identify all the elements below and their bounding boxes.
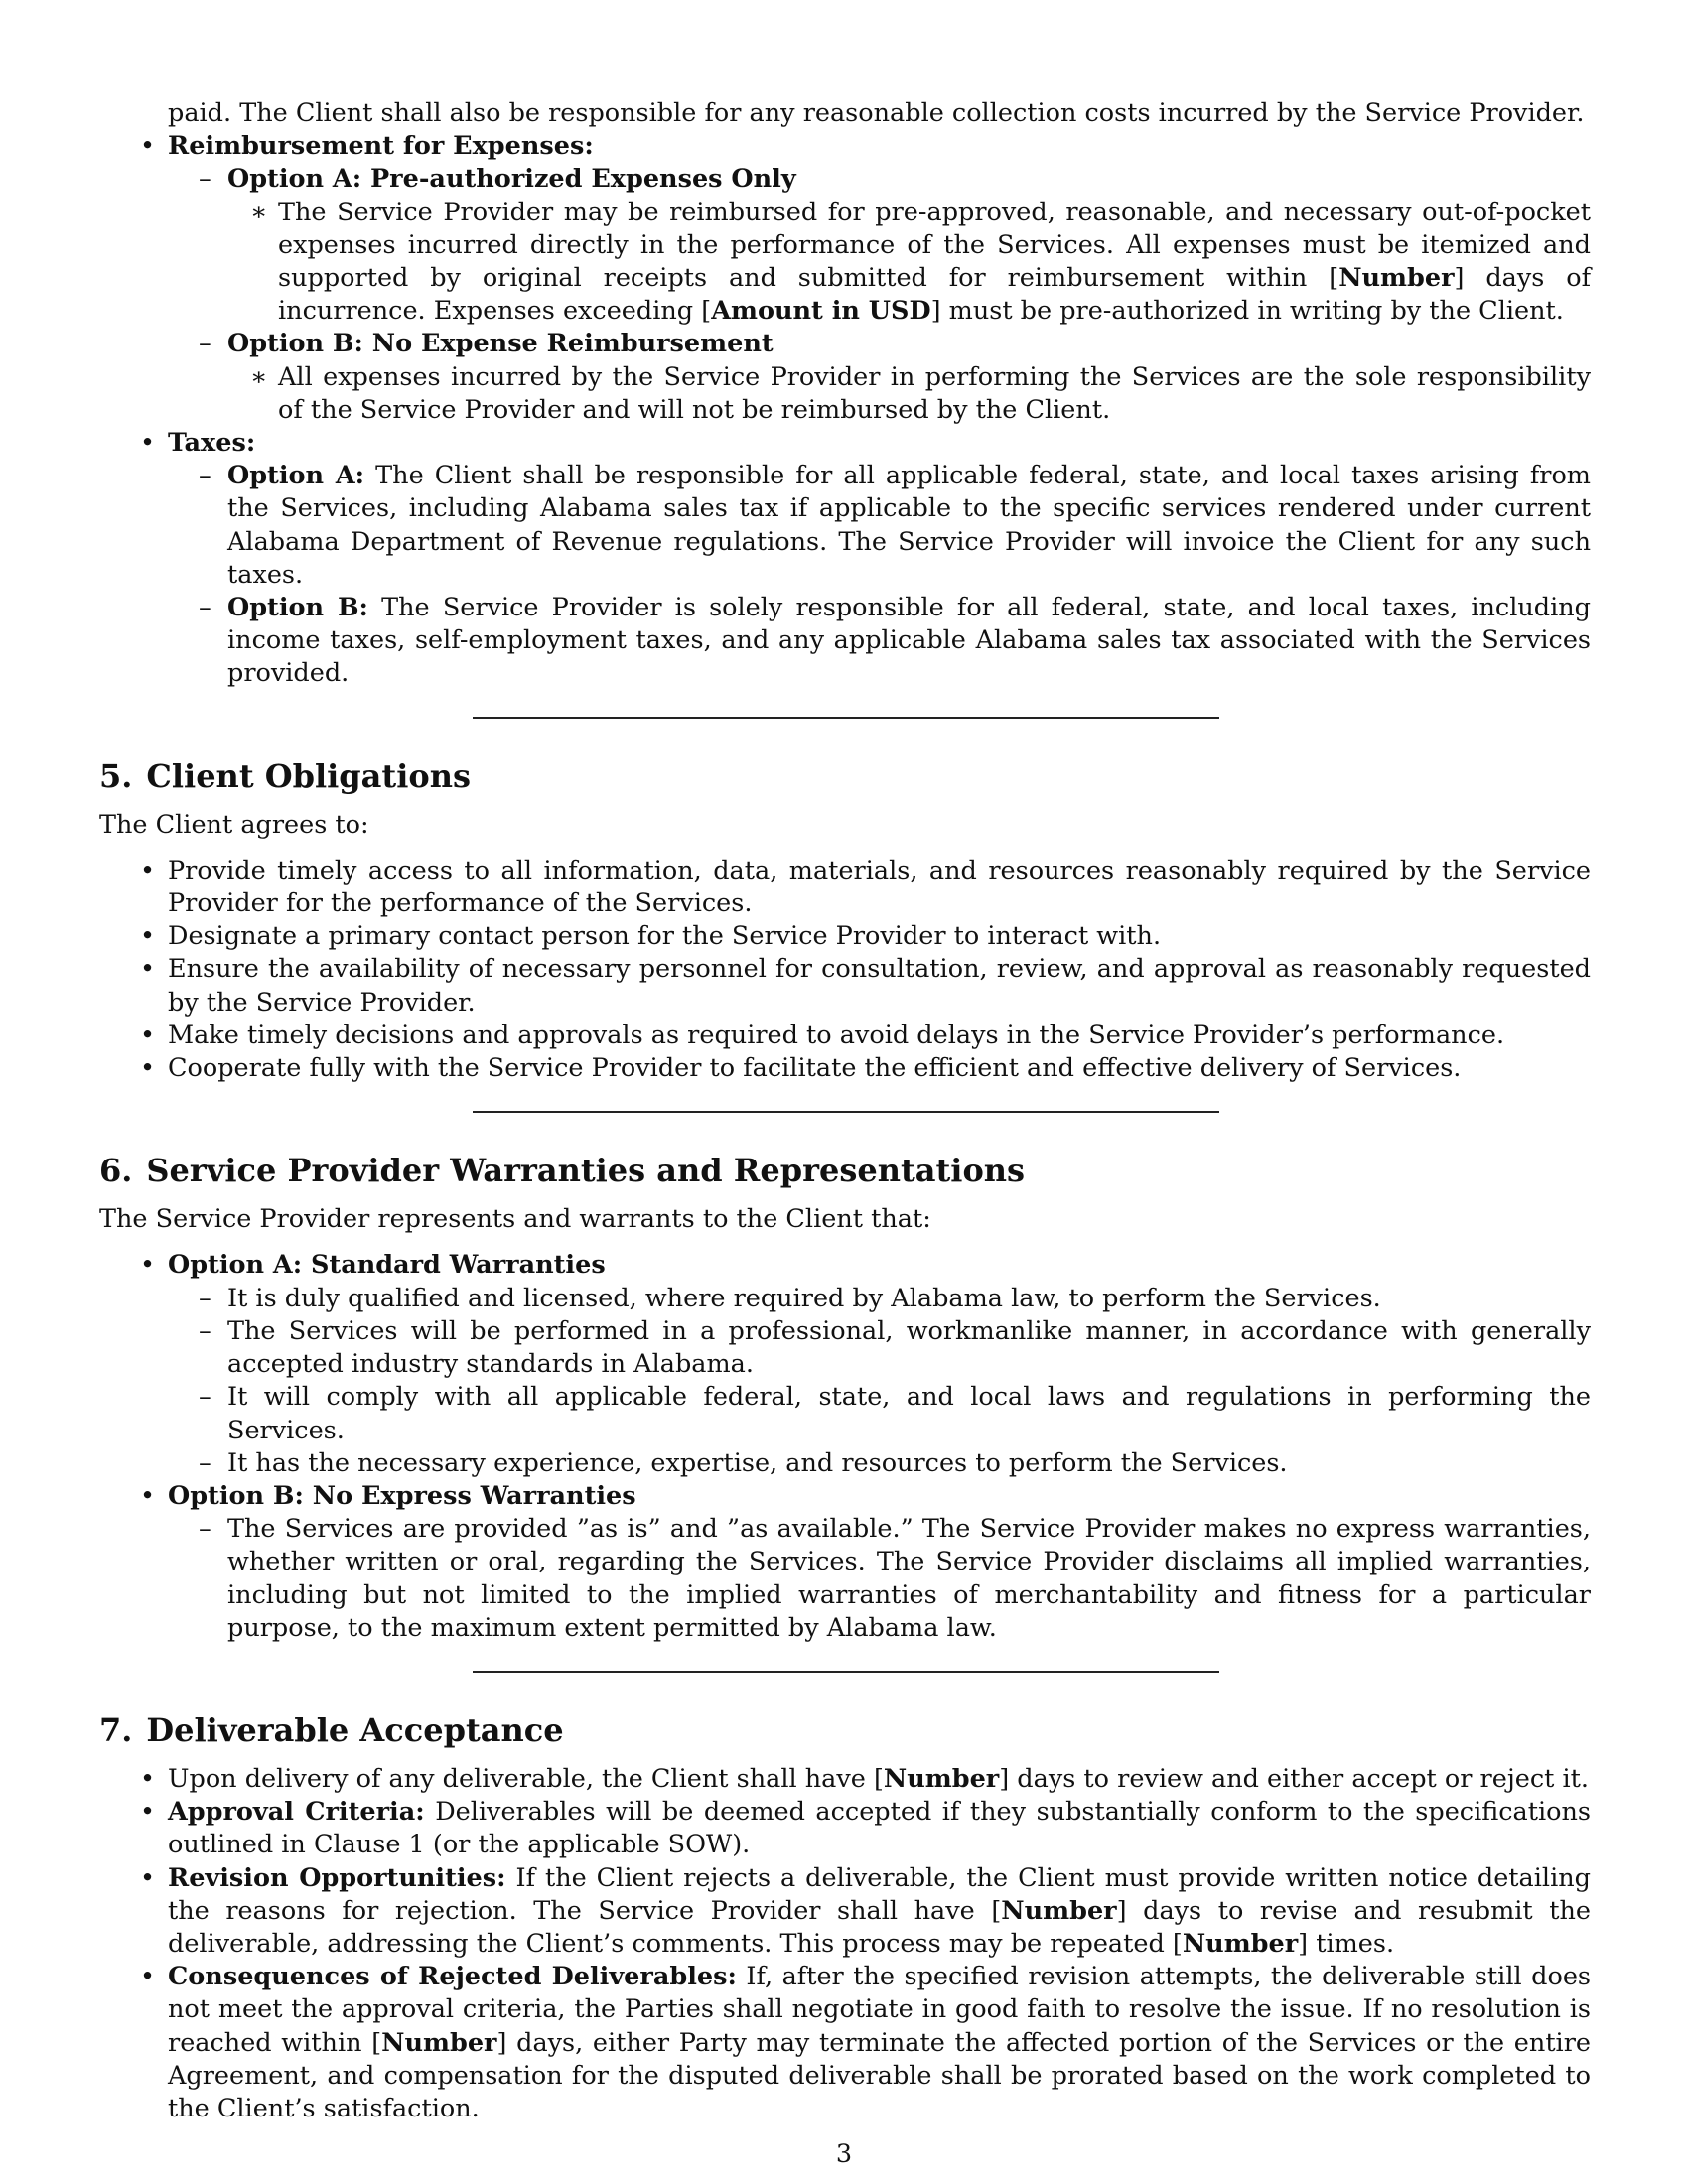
warranty-option-b-title: Option B: No Express Warranties bbox=[168, 1480, 636, 1511]
clause-text: If, after the specified revision attempts, the deliverable still does not meet the approval criteria, the Parties shall negotiate in good faith to resolve the issue. If no resolution is reached within [ bbox=[168, 1962, 1591, 2058]
number-placeholder: Number bbox=[1338, 263, 1455, 294]
section-number: 6. bbox=[99, 1152, 133, 1190]
list-item: – It will comply with all applicable federal, state, and local laws and regulations in performing the Services. bbox=[227, 1381, 1591, 1446]
section-5-list bbox=[99, 855, 1591, 1085]
list-item: ∗ All expenses incurred by the Service Provider in performing the Services are the sole responsibility of the Service Provider and will not be reimbursed by the Client. bbox=[278, 361, 1591, 427]
warranty-option-b bbox=[168, 1480, 1591, 1645]
clause-text: The Service Provider is solely responsible for all federal, state, and local taxes, including income taxes, self-employment taxes, and any applicable Alabama sales tax associated with the Services provided. bbox=[227, 593, 1592, 689]
clause-text: ] days to revise and resubmit the deliverable, addressing the Client’s comments. This process may be repeated [ bbox=[168, 1895, 1591, 1959]
taxes-option-b bbox=[227, 592, 1591, 691]
section-divider bbox=[473, 717, 1219, 719]
clause-text: The Service Provider may be reimbursed for pre-approved, reasonable, and necessary out-of-pocket expenses incurred directly in the performance of the Services. All expenses must be itemized and supported by original receipts and submitted for reimbursement within [ bbox=[278, 197, 1591, 294]
clause-text: ] days to review and either accept or reject it. bbox=[999, 1763, 1589, 1794]
section-6-intro: The Service Provider represents and warrants to the Client that: bbox=[99, 1204, 931, 1235]
list-item bbox=[168, 1763, 1591, 1796]
section-5-heading bbox=[99, 756, 1591, 796]
list-item: • Designate a primary contact person for the Service Provider to interact with. bbox=[168, 920, 1591, 953]
section-7-heading bbox=[99, 1710, 1591, 1750]
item-label: Approval Criteria: bbox=[168, 1797, 425, 1828]
list-item: – It has the necessary experience, expertise, and resources to perform the Services. bbox=[227, 1447, 1591, 1480]
clause-text: ] must be pre-authorized in writing by the Client. bbox=[930, 296, 1564, 327]
item-label: Consequences of Rejected Deliverables: bbox=[168, 1962, 737, 1992]
reimbursement-option-b-list bbox=[227, 361, 1591, 427]
warranty-option-a bbox=[168, 1249, 1591, 1479]
list-item: – The Services are provided ”as is” and ”as available.” The Service Provider makes no express warranties, whether written or oral, regarding the Services. The Service Provider disclaims all implied warranties, including but not limited to the implied warranties of merchantability and fitness for a particular purpose, to the maximum extent permitted by Alabama law. bbox=[227, 1513, 1591, 1645]
section-title: Client Obligations bbox=[146, 756, 471, 795]
clause-text: ] days of incurrence. Expenses exceeding [ bbox=[278, 263, 1592, 327]
warranty-option-b-list bbox=[168, 1513, 1591, 1645]
number-placeholder: Number bbox=[381, 2027, 497, 2058]
reimbursement-option-a-list bbox=[227, 197, 1591, 329]
list-item bbox=[168, 1796, 1591, 1861]
section-6-list bbox=[99, 1249, 1591, 1644]
section-5-intro: The Client agrees to: bbox=[99, 809, 369, 840]
list-item bbox=[168, 1961, 1591, 2125]
reimbursement-option-b bbox=[227, 328, 1591, 427]
number-placeholder: Number bbox=[1182, 1928, 1299, 1959]
taxes-options bbox=[168, 460, 1591, 690]
number-placeholder: Number bbox=[883, 1763, 1000, 1794]
reimbursement-options bbox=[168, 163, 1591, 427]
continued-paragraph: paid. The Client shall also be responsible for any reasonable collection costs incurred by the Service Provider. bbox=[168, 98, 1585, 128]
reimbursement-heading: Reimbursement for Expenses: bbox=[168, 131, 594, 162]
option-label: Option B: bbox=[227, 593, 368, 623]
clause-text: Upon delivery of any deliverable, the Client shall have [ bbox=[168, 1763, 884, 1794]
taxes-option-a bbox=[227, 460, 1591, 592]
item-label: Revision Opportunities: bbox=[168, 1862, 506, 1893]
list-item: – The Services will be performed in a professional, workmanlike manner, in accordance with generally accepted industry standards in Alabama. bbox=[227, 1315, 1591, 1381]
option-label: Option A: bbox=[227, 461, 365, 491]
page-number: 3 bbox=[835, 2139, 853, 2169]
taxes-heading: Taxes: bbox=[168, 428, 256, 459]
clause-text: If the Client rejects a deliverable, the Client must provide written notice detailing the reasons for rejection. The Service Provider shall have [ bbox=[168, 1862, 1591, 1926]
clause-text: ] times. bbox=[1298, 1928, 1395, 1959]
list-item bbox=[278, 197, 1591, 329]
section-number: 5. bbox=[99, 756, 133, 795]
section-7-list bbox=[99, 1763, 1591, 2125]
number-placeholder: Number bbox=[1001, 1895, 1117, 1926]
list-item: • Make timely decisions and approvals as required to avoid delays in the Service Provider’s performance. bbox=[168, 1020, 1591, 1052]
reimbursement-option-a-title: Option A: Pre-authorized Expenses Only bbox=[227, 164, 796, 195]
list-item: – It is duly qualified and licensed, where required by Alabama law, to perform the Services. bbox=[227, 1283, 1591, 1315]
warranty-option-a-title: Option A: Standard Warranties bbox=[168, 1250, 606, 1281]
list-item-taxes bbox=[168, 427, 1591, 691]
list-item: • Ensure the availability of necessary personnel for consultation, review, and approval as reasonably requested by the Service Provider. bbox=[168, 953, 1591, 1019]
reimbursement-option-b-title: Option B: No Expense Reimbursement bbox=[227, 329, 774, 359]
section-number: 7. bbox=[99, 1710, 133, 1749]
clause-text: The Client shall be responsible for all applicable federal, state, and local taxes arising from the Services, including Alabama sales tax if applicable to the specific services rendered under current Alabama Department of Revenue regulations. The Service Provider will invoice the Client for any such taxes. bbox=[227, 461, 1591, 590]
section-6-heading bbox=[99, 1151, 1591, 1190]
clause-text: ] days, either Party may terminate the affected portion of the Services or the entire Agreement, and compensation for the disputed deliverable shall be prorated based on the work completed to the Client’s satisfaction. bbox=[168, 2027, 1591, 2123]
document-page bbox=[99, 97, 1591, 2125]
section-divider bbox=[473, 1671, 1219, 1673]
amount-placeholder: Amount in USD bbox=[711, 296, 931, 327]
list-item-reimbursement bbox=[168, 130, 1591, 427]
list-item: • Cooperate fully with the Service Provider to facilitate the efficient and effective delivery of Services. bbox=[168, 1052, 1591, 1085]
reimbursement-option-a bbox=[227, 163, 1591, 328]
clause-text: Deliverables will be deemed accepted if they substantially conform to the specifications outlined in Clause 1 (or the applicable SOW). bbox=[168, 1797, 1591, 1860]
list-item bbox=[168, 1862, 1591, 1962]
section-title: Deliverable Acceptance bbox=[146, 1710, 564, 1749]
warranty-option-a-list bbox=[168, 1283, 1591, 1480]
section4-list bbox=[99, 130, 1591, 690]
list-item: • Provide timely access to all information, data, materials, and resources reasonably required by the Service Provider for the performance of the Services. bbox=[168, 855, 1591, 920]
section-divider bbox=[473, 1111, 1219, 1113]
section-title: Service Provider Warranties and Representations bbox=[146, 1152, 1026, 1190]
